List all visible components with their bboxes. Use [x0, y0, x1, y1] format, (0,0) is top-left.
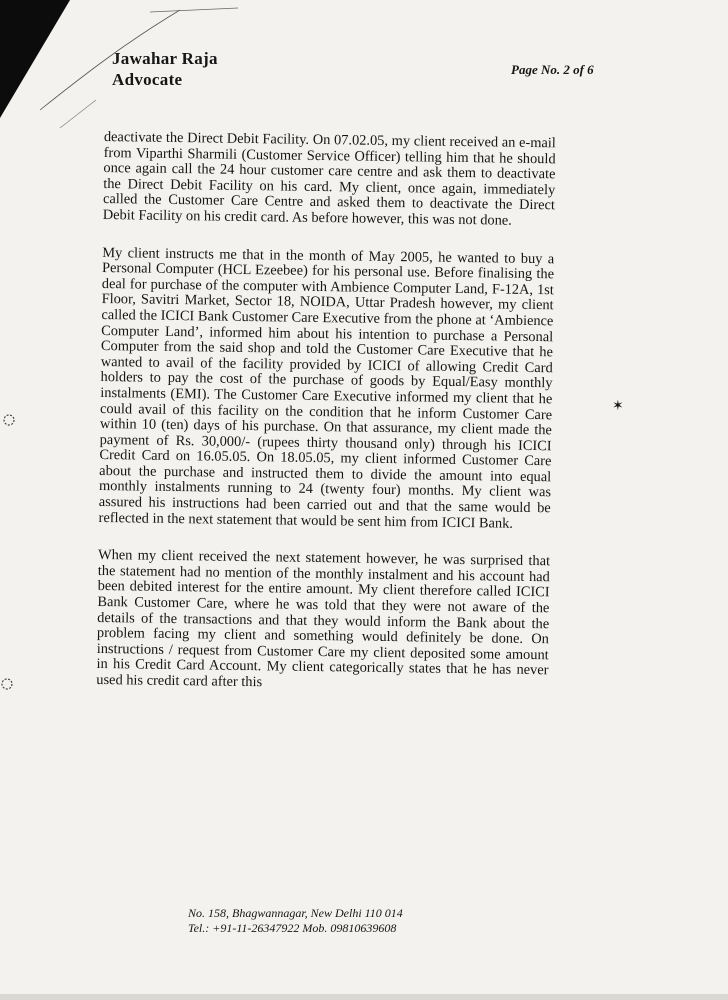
paragraph: When my client received the next statement however, he was surprised that the statement had no mention of the monthly instalment and his account had been debited interest for the entire amount. My client therefore called ICICI Bank Customer Care, where he was told that they were not aware of the details of the transactions and that they would inform the Bank about the problem facing my client and something would definitely be done. On instructions / request from Customer Care my client deposited some amount in his Credit Card Account. My client categorically states that he has never used his credit card after this [96, 547, 551, 691]
scan-bottom-edge [0, 994, 728, 1000]
paragraph: deactivate the Direct Debit Facility. On 07.02.05, my client received an e-mail from Viparthi Sharmili (Customer Service Officer) telling him that he should once again call the 24 hour customer care centre and ask them to deactivate the Direct Debit Facility on his card. My client, once again, immediately called the Customer Care Centre and asked them to deactivate the Direct Debit Facility on his credit card. As before however, this was not done. [102, 129, 556, 229]
punch-hole-icon [2, 412, 16, 428]
footer-address: No. 158, Bhagwannagar, New Delhi 110 014 [188, 906, 403, 920]
footer-contact: Tel.: +91-11-26347922 Mob. 09810639608 [188, 921, 397, 935]
page-number: Page No. 2 of 6 [511, 62, 594, 77]
letter-body [96, 130, 556, 717]
punch-hole-icon [0, 676, 14, 692]
advocate-name: Jawahar Raja [112, 49, 218, 68]
letterhead-footer [188, 906, 403, 936]
letterhead [112, 48, 218, 90]
advocate-title: Advocate [112, 70, 183, 89]
paragraph: My client instructs me that in the month of May 2005, he wanted to buy a Personal Computer (HCL Ezeebee) for his personal use. Before finalising the deal for purchase of the computer with Ambience Computer Land, F-12A, 1st Floor, Savitri Market, Sector 18, NOIDA, Uttar Pradesh however, my client called the ICICI Bank Customer Care Executive from the phone at ‘Ambience Computer Land’, informed him about his intention to purchase a Personal Computer from the said shop and told the Customer Care Executive that he wanted to avail of the facility provided by ICICI of allowing Credit Card holders to pay the cost of the purchase of goods by Equal/Easy monthly instalments (EMI). The Customer Care Executive informed my client that he could avail of this facility on the condition that he inform Customer Care within 10 (ten) days of his purchase. On that assurance, my client made the payment of Rs. 30,000/- (rupees thirty thousand only) through his ICICI Credit Card on 16.05.05. On 18.05.05, my client informed Customer Care about the purchase and instructed them to divide the amount into equal monthly instalments running to 24 (twenty four) months. My client was assured his instructions had been carried out and that the same would be reflected in the next statement that would be sent him from ICICI Bank. [98, 244, 555, 532]
scan-speck-icon: ✶ [612, 399, 624, 414]
